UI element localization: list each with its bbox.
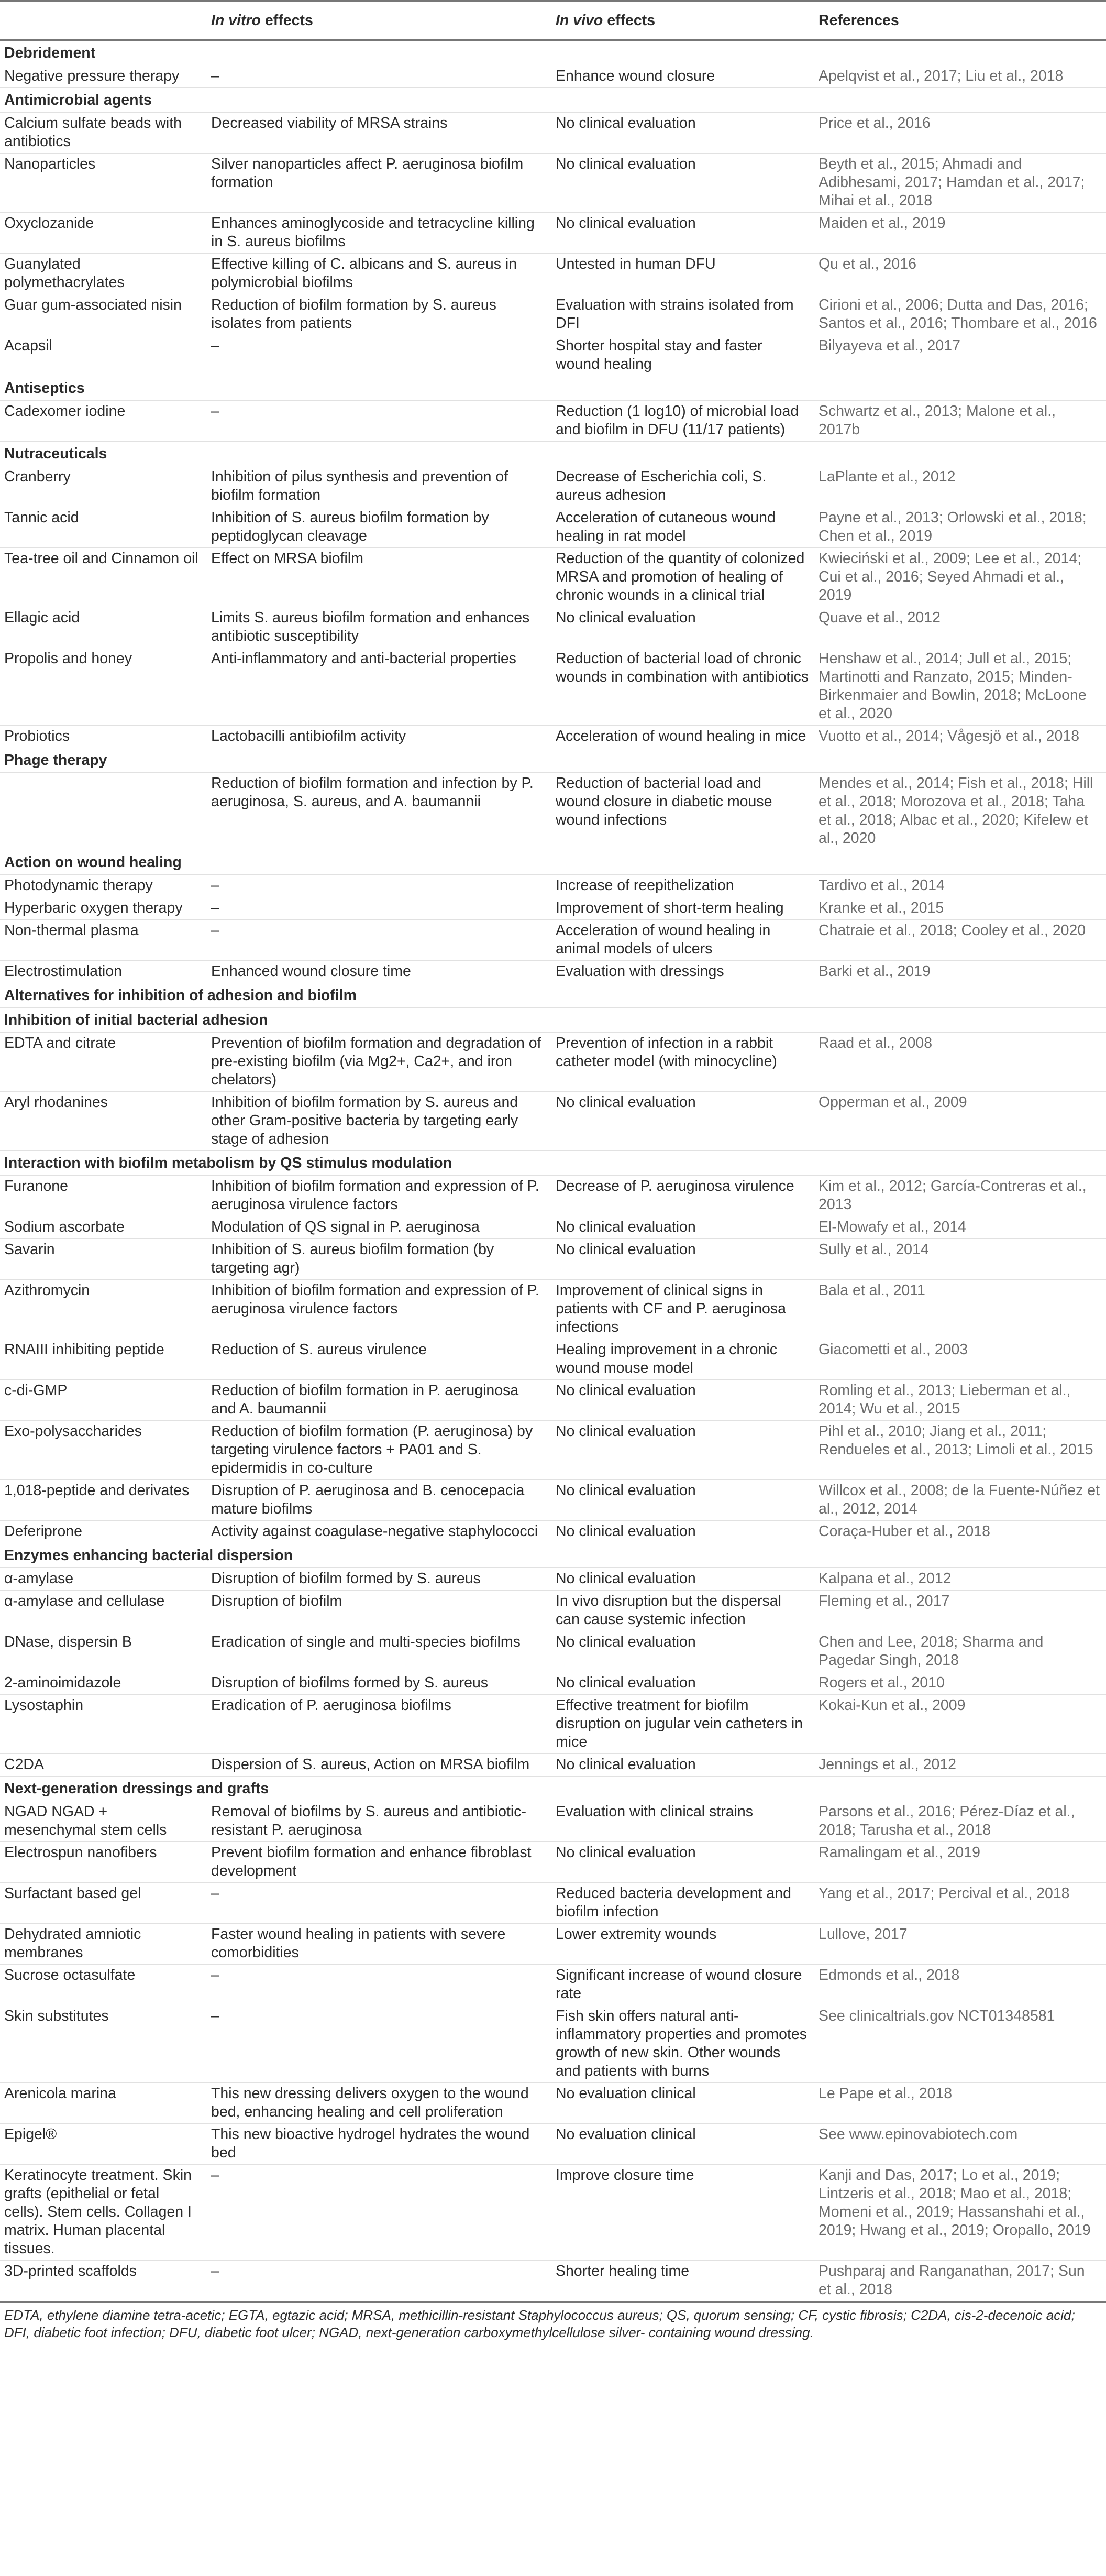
table-row — [0, 254, 1106, 294]
in-vitro-cell: Reduction of biofilm formation (P. aeruginosa) by targeting virulence factors + PA01 and S. epidermidis in co-culture — [207, 1421, 551, 1480]
in-vitro-cell: Modulation of QS signal in P. aeruginosa — [207, 1216, 551, 1239]
references-cell: See clinicaltrials.gov NCT01348581 — [814, 2005, 1106, 2083]
treatment-cell: Tea-tree oil and Cinnamon oil — [0, 548, 207, 607]
in-vivo-cell: In vivo disruption but the dispersal can cause systemic infection — [551, 1591, 814, 1631]
table-row — [0, 2083, 1106, 2124]
table-row — [0, 294, 1106, 335]
in-vivo-cell: Improve closure time — [551, 2165, 814, 2261]
references-cell: Le Pape et al., 2018 — [814, 2083, 1106, 2124]
references-cell: Raad et al., 2008 — [814, 1033, 1106, 1092]
treatment-cell: Oxyclozanide — [0, 213, 207, 254]
in-vivo-cell: Decrease of Escherichia coli, S. aureus adhesion — [551, 466, 814, 507]
references-cell: Fleming et al., 2017 — [814, 1591, 1106, 1631]
references-cell: Opperman et al., 2009 — [814, 1092, 1106, 1151]
table-row — [0, 1380, 1106, 1421]
treatment-cell: Skin substitutes — [0, 2005, 207, 2083]
treatment-cell: 1,018-peptide and derivates — [0, 1480, 207, 1521]
table-row — [0, 466, 1106, 507]
treatment-cell: Probiotics — [0, 726, 207, 748]
in-vitro-cell: – — [207, 401, 551, 442]
table-row — [0, 1883, 1106, 1924]
references-cell: Price et al., 2016 — [814, 113, 1106, 154]
section-row — [0, 748, 1106, 773]
header-treatment — [0, 1, 207, 40]
in-vivo-cell: Fish skin offers natural anti-inflammatory properties and promotes growth of new skin. Other wounds and patients with burns — [551, 2005, 814, 2083]
treatment-cell: Arenicola marina — [0, 2083, 207, 2124]
section-row — [0, 983, 1106, 1008]
in-vitro-cell: Eradication of P. aeruginosa biofilms — [207, 1695, 551, 1754]
in-vitro-cell: – — [207, 2005, 551, 2083]
references-cell: Sully et al., 2014 — [814, 1239, 1106, 1280]
in-vitro-cell: Inhibition of biofilm formation and expression of P. aeruginosa virulence factors — [207, 1280, 551, 1339]
in-vitro-cell: Reduction of biofilm formation by S. aureus isolates from patients — [207, 294, 551, 335]
in-vitro-cell: Disruption of P. aeruginosa and B. cenocepacia mature biofilms — [207, 1480, 551, 1521]
section-row — [0, 442, 1106, 466]
table-row — [0, 1631, 1106, 1672]
treatment-cell: α-amylase and cellulase — [0, 1591, 207, 1631]
in-vitro-cell: – — [207, 1965, 551, 2005]
in-vitro-cell: Disruption of biofilms formed by S. aureus — [207, 1672, 551, 1695]
treatment-cell: c-di-GMP — [0, 1380, 207, 1421]
in-vitro-cell: This new bioactive hydrogel hydrates the wound bed — [207, 2124, 551, 2165]
section-heading: Nutraceuticals — [0, 442, 1106, 466]
table-row — [0, 1280, 1106, 1339]
references-cell: Kokai-Kun et al., 2009 — [814, 1695, 1106, 1754]
table-row — [0, 1216, 1106, 1239]
in-vivo-cell: Acceleration of wound healing in mice — [551, 726, 814, 748]
treatment-cell: Sodium ascorbate — [0, 1216, 207, 1239]
in-vivo-cell: Reduction (1 log10) of microbial load and biofilm in DFU (11/17 patients) — [551, 401, 814, 442]
table-row — [0, 1842, 1106, 1883]
references-cell: Apelqvist et al., 2017; Liu et al., 2018 — [814, 65, 1106, 88]
in-vitro-cell: – — [207, 2165, 551, 2261]
treatment-cell: RNAIII inhibiting peptide — [0, 1339, 207, 1380]
references-cell: LaPlante et al., 2012 — [814, 466, 1106, 507]
in-vivo-cell: No clinical evaluation — [551, 1521, 814, 1543]
table-row — [0, 401, 1106, 442]
treatment-cell: NGAD NGAD + mesenchymal stem cells — [0, 1801, 207, 1842]
table-row — [0, 875, 1106, 897]
section-row — [0, 1543, 1106, 1568]
in-vitro-cell: Inhibition of biofilm formation and expression of P. aeruginosa virulence factors — [207, 1176, 551, 1216]
in-vivo-cell: No clinical evaluation — [551, 154, 814, 213]
table-row — [0, 1924, 1106, 1965]
in-vitro-cell: Prevention of biofilm formation and degradation of pre-existing biofilm (via Mg2+, Ca2+, and iron chelators) — [207, 1033, 551, 1092]
table-row — [0, 648, 1106, 726]
references-cell: Chen and Lee, 2018; Sharma and Pagedar Singh, 2018 — [814, 1631, 1106, 1672]
in-vivo-cell: Effective treatment for biofilm disruption on jugular vein catheters in mice — [551, 1695, 814, 1754]
in-vitro-cell: Inhibition of pilus synthesis and prevention of biofilm formation — [207, 466, 551, 507]
references-cell: Willcox et al., 2008; de la Fuente-Núñez et al., 2012, 2014 — [814, 1480, 1106, 1521]
in-vivo-cell: No clinical evaluation — [551, 1239, 814, 1280]
treatment-cell: Guar gum-associated nisin — [0, 294, 207, 335]
in-vitro-cell: Enhanced wound closure time — [207, 961, 551, 983]
in-vitro-cell: Eradication of single and multi-species biofilms — [207, 1631, 551, 1672]
references-cell: Yang et al., 2017; Percival et al., 2018 — [814, 1883, 1106, 1924]
header-in-vivo — [551, 1, 814, 40]
in-vivo-cell: Increase of reepithelization — [551, 875, 814, 897]
in-vivo-cell: No evaluation clinical — [551, 2124, 814, 2165]
in-vitro-cell: Effective killing of C. albicans and S. aureus in polymicrobial biofilms — [207, 254, 551, 294]
in-vivo-cell: No clinical evaluation — [551, 1754, 814, 1777]
table-row — [0, 2261, 1106, 2302]
in-vitro-cell: Prevent biofilm formation and enhance fibroblast development — [207, 1842, 551, 1883]
in-vitro-cell: Limits S. aureus biofilm formation and enhances antibiotic susceptibility — [207, 607, 551, 648]
treatment-cell: Guanylated polymethacrylates — [0, 254, 207, 294]
treatment-cell: Photodynamic therapy — [0, 875, 207, 897]
in-vitro-cell: Decreased viability of MRSA strains — [207, 113, 551, 154]
treatment-cell: Lysostaphin — [0, 1695, 207, 1754]
section-heading: Action on wound healing — [0, 850, 1106, 875]
treatment-cell: Surfactant based gel — [0, 1883, 207, 1924]
section-row — [0, 88, 1106, 113]
in-vivo-cell: No clinical evaluation — [551, 1672, 814, 1695]
in-vivo-cell: Reduction of bacterial load of chronic wounds in combination with antibiotics — [551, 648, 814, 726]
in-vitro-cell: Silver nanoparticles affect P. aeruginosa biofilm formation — [207, 154, 551, 213]
section-heading: Phage therapy — [0, 748, 1106, 773]
in-vitro-cell: Removal of biofilms by S. aureus and antibiotic-resistant P. aeruginosa — [207, 1801, 551, 1842]
in-vitro-cell: – — [207, 1883, 551, 1924]
section-heading: Alternatives for inhibition of adhesion and biofilm — [0, 983, 1106, 1008]
in-vitro-cell: – — [207, 920, 551, 961]
treatment-cell: Sucrose octasulfate — [0, 1965, 207, 2005]
in-vivo-cell: Acceleration of cutaneous wound healing in rat model — [551, 507, 814, 548]
table-row — [0, 726, 1106, 748]
in-vivo-cell: No clinical evaluation — [551, 607, 814, 648]
references-cell: Pihl et al., 2010; Jiang et al., 2011; Rendueles et al., 2013; Limoli et al., 2015 — [814, 1421, 1106, 1480]
in-vitro-cell: – — [207, 897, 551, 920]
table-row — [0, 1521, 1106, 1543]
references-cell: Bala et al., 2011 — [814, 1280, 1106, 1339]
in-vivo-cell: Prevention of infection in a rabbit catheter model (with minocycline) — [551, 1033, 814, 1092]
header-in-vitro-rest: effects — [261, 12, 313, 29]
in-vitro-cell: Anti-inflammatory and anti-bacterial properties — [207, 648, 551, 726]
references-cell: Tardivo et al., 2014 — [814, 875, 1106, 897]
treatment-cell: Cadexomer iodine — [0, 401, 207, 442]
header-in-vitro-italic: In vitro — [211, 12, 261, 29]
in-vivo-cell: Evaluation with strains isolated from DFI — [551, 294, 814, 335]
table-row — [0, 2005, 1106, 2083]
in-vivo-cell: Shorter hospital stay and faster wound healing — [551, 335, 814, 376]
section-row — [0, 850, 1106, 875]
treatment-cell: EDTA and citrate — [0, 1033, 207, 1092]
table-row — [0, 1591, 1106, 1631]
table-row — [0, 773, 1106, 850]
section-row — [0, 40, 1106, 65]
in-vivo-cell: Improvement of clinical signs in patients with CF and P. aeruginosa infections — [551, 1280, 814, 1339]
references-cell: Kim et al., 2012; García-Contreras et al., 2013 — [814, 1176, 1106, 1216]
in-vivo-cell: Healing improvement in a chronic wound mouse model — [551, 1339, 814, 1380]
table-row — [0, 154, 1106, 213]
references-cell: Payne et al., 2013; Orlowski et al., 2018; Chen et al., 2019 — [814, 507, 1106, 548]
in-vitro-cell: Disruption of biofilm formed by S. aureus — [207, 1568, 551, 1591]
header-in-vivo-italic: In vivo — [556, 12, 603, 29]
references-cell: Coraça-Huber et al., 2018 — [814, 1521, 1106, 1543]
treatment-cell: Furanone — [0, 1176, 207, 1216]
in-vivo-cell: No clinical evaluation — [551, 1842, 814, 1883]
treatment-cell: Aryl rhodanines — [0, 1092, 207, 1151]
header-in-vivo-rest: effects — [603, 12, 656, 29]
treatment-cell: Calcium sulfate beads with antibiotics — [0, 113, 207, 154]
table-row — [0, 607, 1106, 648]
references-cell: Qu et al., 2016 — [814, 254, 1106, 294]
references-cell: El-Mowafy et al., 2014 — [814, 1216, 1106, 1239]
section-heading: Interaction with biofilm metabolism by QS stimulus modulation — [0, 1151, 1106, 1176]
table-row — [0, 1754, 1106, 1777]
section-heading: Inhibition of initial bacterial adhesion — [0, 1008, 1106, 1033]
section-row — [0, 1777, 1106, 1801]
references-cell: Edmonds et al., 2018 — [814, 1965, 1106, 2005]
table-row — [0, 1695, 1106, 1754]
in-vivo-cell: No clinical evaluation — [551, 1216, 814, 1239]
in-vivo-cell: Reduction of the quantity of colonized MRSA and promotion of healing of chronic wounds in a clinical trial — [551, 548, 814, 607]
in-vivo-cell: No clinical evaluation — [551, 1421, 814, 1480]
in-vitro-cell: This new dressing delivers oxygen to the wound bed, enhancing healing and cell proliferation — [207, 2083, 551, 2124]
treatment-cell: Propolis and honey — [0, 648, 207, 726]
in-vitro-cell: Activity against coagulase-negative staphylococci — [207, 1521, 551, 1543]
in-vitro-cell: – — [207, 65, 551, 88]
references-cell: Kalpana et al., 2012 — [814, 1568, 1106, 1591]
table-row — [0, 548, 1106, 607]
treatment-cell: Tannic acid — [0, 507, 207, 548]
in-vitro-cell: Dispersion of S. aureus, Action on MRSA biofilm — [207, 1754, 551, 1777]
table-row — [0, 1033, 1106, 1092]
in-vivo-cell: No clinical evaluation — [551, 113, 814, 154]
section-heading: Debridement — [0, 40, 1106, 65]
table-header — [0, 1, 1106, 40]
references-cell: Lullove, 2017 — [814, 1924, 1106, 1965]
in-vivo-cell: Reduced bacteria development and biofilm infection — [551, 1883, 814, 1924]
treatment-cell: Savarin — [0, 1239, 207, 1280]
references-cell: Pushparaj and Ranganathan, 2017; Sun et al., 2018 — [814, 2261, 1106, 2302]
table-row — [0, 1568, 1106, 1591]
table-row — [0, 65, 1106, 88]
references-cell: Ramalingam et al., 2019 — [814, 1842, 1106, 1883]
table-row — [0, 1092, 1106, 1151]
treatment-cell: Electrospun nanofibers — [0, 1842, 207, 1883]
in-vitro-cell: Faster wound healing in patients with severe comorbidities — [207, 1924, 551, 1965]
treatment-cell: Acapsil — [0, 335, 207, 376]
section-row — [0, 1008, 1106, 1033]
table-body — [0, 40, 1106, 2302]
references-cell: Vuotto et al., 2014; Vågesjö et al., 2018 — [814, 726, 1106, 748]
treatment-cell: Hyperbaric oxygen therapy — [0, 897, 207, 920]
treatment-cell: Exo-polysaccharides — [0, 1421, 207, 1480]
table-row — [0, 1801, 1106, 1842]
table-row — [0, 507, 1106, 548]
in-vitro-cell: Reduction of S. aureus virulence — [207, 1339, 551, 1380]
treatment-cell: Azithromycin — [0, 1280, 207, 1339]
treatment-cell: Cranberry — [0, 466, 207, 507]
table-row — [0, 213, 1106, 254]
in-vivo-cell: No clinical evaluation — [551, 1568, 814, 1591]
table-footnote: EDTA, ethylene diamine tetra-acetic; EGTA, egtazic acid; MRSA, methicillin-resistant Staphylococcus aureus; QS, quorum sensing; CF, cystic fibrosis; C2DA, cis-2-decenoic acid; DFI, diabetic foot infection; DFU, diabetic foot ulcer; NGAD, next-generation carboxymethylcellulose silver- containing wound dressing. — [4, 2307, 1075, 2340]
header-references: References — [814, 1, 1106, 40]
in-vivo-cell: Improvement of short-term healing — [551, 897, 814, 920]
in-vivo-cell: Lower extremity wounds — [551, 1924, 814, 1965]
treatment-cell: Non-thermal plasma — [0, 920, 207, 961]
treatment-cell: α-amylase — [0, 1568, 207, 1591]
section-heading: Antiseptics — [0, 376, 1106, 401]
treatment-cell — [0, 773, 207, 850]
in-vitro-cell: Inhibition of S. aureus biofilm formation by peptidoglycan cleavage — [207, 507, 551, 548]
section-heading: Enzymes enhancing bacterial dispersion — [0, 1543, 1106, 1568]
in-vitro-cell: Effect on MRSA biofilm — [207, 548, 551, 607]
table-row — [0, 2124, 1106, 2165]
references-cell: See www.epinovabiotech.com — [814, 2124, 1106, 2165]
in-vivo-cell: No clinical evaluation — [551, 213, 814, 254]
in-vivo-cell: No clinical evaluation — [551, 1480, 814, 1521]
references-cell: Jennings et al., 2012 — [814, 1754, 1106, 1777]
in-vivo-cell: No clinical evaluation — [551, 1380, 814, 1421]
treatment-cell: Dehydrated amniotic membranes — [0, 1924, 207, 1965]
in-vivo-cell: Enhance wound closure — [551, 65, 814, 88]
header-in-vitro — [207, 1, 551, 40]
references-cell: Cirioni et al., 2006; Dutta and Das, 2016; Santos et al., 2016; Thombare et al., 2016 — [814, 294, 1106, 335]
in-vitro-cell: – — [207, 2261, 551, 2302]
table-row — [0, 2165, 1106, 2261]
in-vivo-cell: No clinical evaluation — [551, 1631, 814, 1672]
references-cell: Schwartz et al., 2013; Malone et al., 2017b — [814, 401, 1106, 442]
treatment-cell: Deferiprone — [0, 1521, 207, 1543]
in-vitro-cell: – — [207, 335, 551, 376]
references-cell: Barki et al., 2019 — [814, 961, 1106, 983]
in-vitro-cell: Disruption of biofilm — [207, 1591, 551, 1631]
treatment-cell: Nanoparticles — [0, 154, 207, 213]
table-row — [0, 1339, 1106, 1380]
references-cell: Kranke et al., 2015 — [814, 897, 1106, 920]
table-row — [0, 1965, 1106, 2005]
in-vitro-cell: Inhibition of biofilm formation by S. aureus and other Gram-positive bacteria by targeting early stage of adhesion — [207, 1092, 551, 1151]
in-vivo-cell: No evaluation clinical — [551, 2083, 814, 2124]
in-vitro-cell: Reduction of biofilm formation in P. aeruginosa and A. baumannii — [207, 1380, 551, 1421]
in-vivo-cell: Shorter healing time — [551, 2261, 814, 2302]
table-row — [0, 1421, 1106, 1480]
header-row — [0, 1, 1106, 40]
in-vitro-cell: Reduction of biofilm formation and infection by P. aeruginosa, S. aureus, and A. baumannii — [207, 773, 551, 850]
table-row — [0, 961, 1106, 983]
references-cell: Kanji and Das, 2017; Lo et al., 2019; Lintzeris et al., 2018; Mao et al., 2018; Momeni et al., 2019; Hassanshahi et al., 2019; Hwang et al., 2019; Oropallo, 2019 — [814, 2165, 1106, 2261]
references-cell: Mendes et al., 2014; Fish et al., 2018; Hill et al., 2018; Morozova et al., 2018; Taha et al., 2018; Albac et al., 2020; Kifelew et al., 2020 — [814, 773, 1106, 850]
references-cell: Giacometti et al., 2003 — [814, 1339, 1106, 1380]
in-vivo-cell: Evaluation with clinical strains — [551, 1801, 814, 1842]
treatment-cell: Electrostimulation — [0, 961, 207, 983]
references-cell: Chatraie et al., 2018; Cooley et al., 2020 — [814, 920, 1106, 961]
in-vitro-cell: Inhibition of S. aureus biofilm formation (by targeting agr) — [207, 1239, 551, 1280]
table-row — [0, 113, 1106, 154]
section-row — [0, 1151, 1106, 1176]
in-vitro-cell: Lactobacilli antibiofilm activity — [207, 726, 551, 748]
references-cell: Bilyayeva et al., 2017 — [814, 335, 1106, 376]
table-row — [0, 1239, 1106, 1280]
in-vivo-cell: Decrease of P. aeruginosa virulence — [551, 1176, 814, 1216]
treatment-cell: DNase, dispersin B — [0, 1631, 207, 1672]
in-vivo-cell: Evaluation with dressings — [551, 961, 814, 983]
references-cell: Parsons et al., 2016; Pérez-Díaz et al., 2018; Tarusha et al., 2018 — [814, 1801, 1106, 1842]
in-vitro-cell: – — [207, 875, 551, 897]
treatment-cell: 2-aminoimidazole — [0, 1672, 207, 1695]
in-vivo-cell: Untested in human DFU — [551, 254, 814, 294]
references-cell: Henshaw et al., 2014; Jull et al., 2015; Martinotti and Ranzato, 2015; Minden-Birkenmaier and Bowlin, 2018; McLoone et al., 2020 — [814, 648, 1106, 726]
treatment-cell: 3D-printed scaffolds — [0, 2261, 207, 2302]
treatment-cell: Keratinocyte treatment. Skin grafts (epithelial or fetal cells). Stem cells. Collagen I matrix. Human placental tissues. — [0, 2165, 207, 2261]
table-row — [0, 1480, 1106, 1521]
section-row — [0, 376, 1106, 401]
table-row — [0, 335, 1106, 376]
references-cell: Beyth et al., 2015; Ahmadi and Adibhesami, 2017; Hamdan et al., 2017; Mihai et al., 2018 — [814, 154, 1106, 213]
table-row — [0, 1176, 1106, 1216]
in-vivo-cell: Significant increase of wound closure rate — [551, 1965, 814, 2005]
table-row — [0, 897, 1106, 920]
in-vivo-cell: Reduction of bacterial load and wound closure in diabetic mouse wound infections — [551, 773, 814, 850]
treatment-cell: C2DA — [0, 1754, 207, 1777]
references-cell: Maiden et al., 2019 — [814, 213, 1106, 254]
table-row — [0, 920, 1106, 961]
references-cell: Rogers et al., 2010 — [814, 1672, 1106, 1695]
treatment-cell: Epigel® — [0, 2124, 207, 2165]
in-vitro-cell: Enhances aminoglycoside and tetracycline killing in S. aureus biofilms — [207, 213, 551, 254]
treatment-cell: Negative pressure therapy — [0, 65, 207, 88]
references-cell: Quave et al., 2012 — [814, 607, 1106, 648]
references-cell: Romling et al., 2013; Lieberman et al., 2014; Wu et al., 2015 — [814, 1380, 1106, 1421]
in-vivo-cell: No clinical evaluation — [551, 1092, 814, 1151]
section-heading: Antimicrobial agents — [0, 88, 1106, 113]
treatment-cell: Ellagic acid — [0, 607, 207, 648]
table-row — [0, 1672, 1106, 1695]
section-heading: Next-generation dressings and grafts — [0, 1777, 1106, 1801]
in-vivo-cell: Acceleration of wound healing in animal models of ulcers — [551, 920, 814, 961]
references-cell: Kwieciński et al., 2009; Lee et al., 2014; Cui et al., 2016; Seyed Ahmadi et al., 2019 — [814, 548, 1106, 607]
